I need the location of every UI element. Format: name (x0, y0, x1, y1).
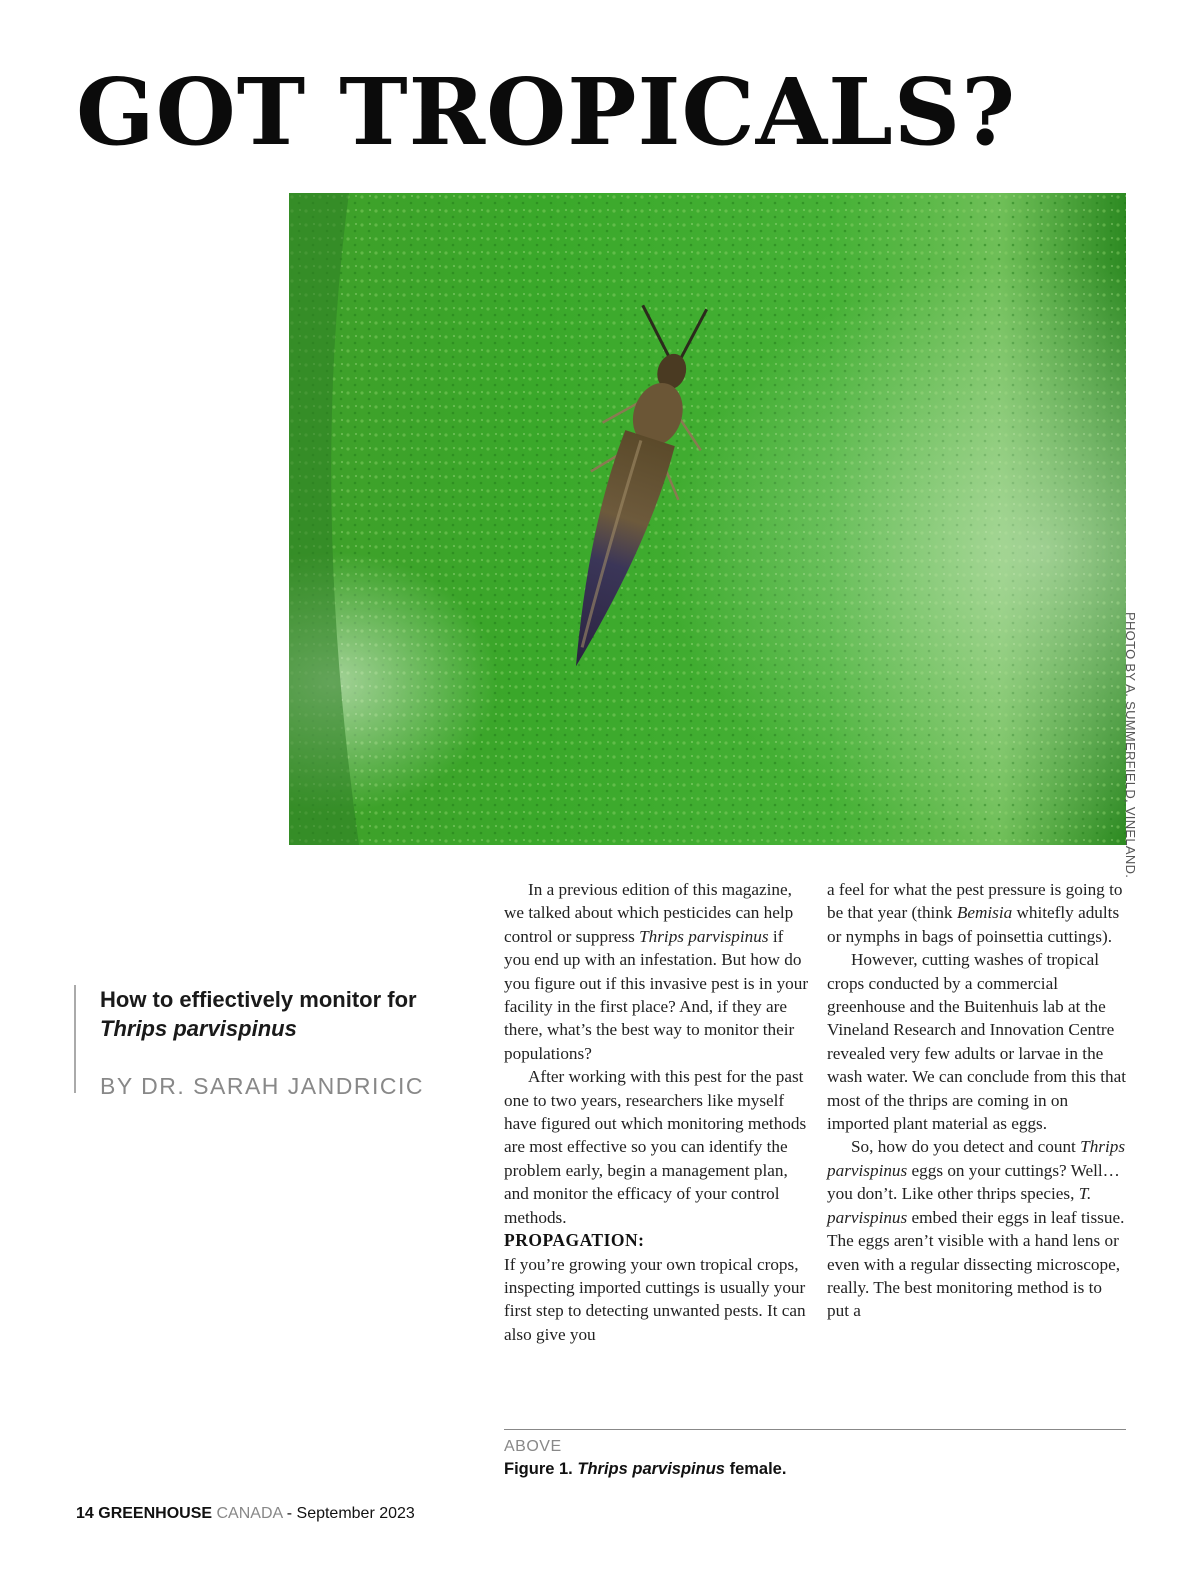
figure-caption (504, 1460, 786, 1479)
caption-prefix: Figure 1. (504, 1460, 578, 1478)
thrips-photo (289, 193, 1126, 845)
paragraph: After working with this pest for the past one to two years, researchers like myself have figured out which monitoring methods are most effective so you can identify the problem early, begin a management plan, and monitor the efficacy of your control methods. (504, 1067, 807, 1227)
caption-suffix: female. (724, 1460, 787, 1478)
paragraph (827, 878, 1127, 948)
page-number: 14 (76, 1505, 94, 1522)
headline: GOT TROPICALS? (76, 58, 1017, 166)
body-column-2 (827, 878, 1127, 1323)
issue-date: September 2023 (296, 1505, 415, 1522)
paragraph (827, 1135, 1127, 1322)
paragraph: If you’re growing your own tropical crops, inspecting imported cuttings is usually your first step to detecting unwanted pests. It can also give you (504, 1254, 806, 1344)
text-run: if you end up with an infestation. But how do you figure out if this invasive pest is in your facility in the first place? And, if they are there, what’s the best way to monitor their populations? (504, 926, 809, 1063)
section-heading: PROPAGATION: (504, 1230, 645, 1251)
caption-species: Thrips parvispinus (577, 1460, 725, 1478)
body-column-1 (504, 878, 809, 1346)
deck-title (100, 985, 480, 1043)
species-name: Thrips parvispinus (639, 926, 769, 946)
species-name: Thrips parvispinus (827, 1137, 1126, 1180)
text-run: So, how do you detect and count (851, 1137, 1081, 1157)
caption-label: ABOVE (504, 1438, 562, 1455)
species-name: T. parvispinus (827, 1184, 1092, 1227)
footer-separator: - (282, 1505, 297, 1522)
paragraph: However, cutting washes of tropical crops conducted by a commercial greenhouse and the Buitenhuis lab at the Vineland Research and Innovation Centre revealed very few adults or larvae in the wash water. We can conclude from this that most of the thrips are coming in on imported plant material as eggs. (827, 950, 1126, 1134)
text-run: a feel for what the pest pressure is going to be that year (think (827, 880, 1123, 923)
text-run: whitefly adults or nymphs in bags of poinsettia cuttings). (827, 903, 1120, 946)
paragraph (504, 878, 809, 1065)
deck-title-species: Thrips parvispinus (100, 1016, 297, 1041)
magazine-name: GREENHOUSE (98, 1505, 213, 1522)
text-run: In a previous edition of this magazine, we talked about which pesticides can help control or suppress (504, 880, 794, 946)
caption-divider (504, 1429, 1126, 1430)
article-deck (74, 985, 480, 1099)
page-footer (76, 1505, 415, 1523)
text-run: eggs on your cuttings? Well… you don’t. Like other thrips species, (827, 1160, 1120, 1204)
byline: BY DR. SARAH JANDRICIC (100, 1073, 424, 1099)
species-name: Bemisia (956, 903, 1013, 923)
photo-credit: PHOTO BY A. SUMMERFIELD, VINELAND. (1123, 612, 1138, 879)
magazine-name-suffix: CANADA (216, 1505, 283, 1522)
text-run: embed their eggs in leaf tissue. The eggs aren’t visible with a hand lens or even with a regular dissecting microscope, really. The best monitoring method is to put a (827, 1207, 1125, 1321)
deck-title-line1: How to effiectively monitor for (100, 987, 417, 1012)
